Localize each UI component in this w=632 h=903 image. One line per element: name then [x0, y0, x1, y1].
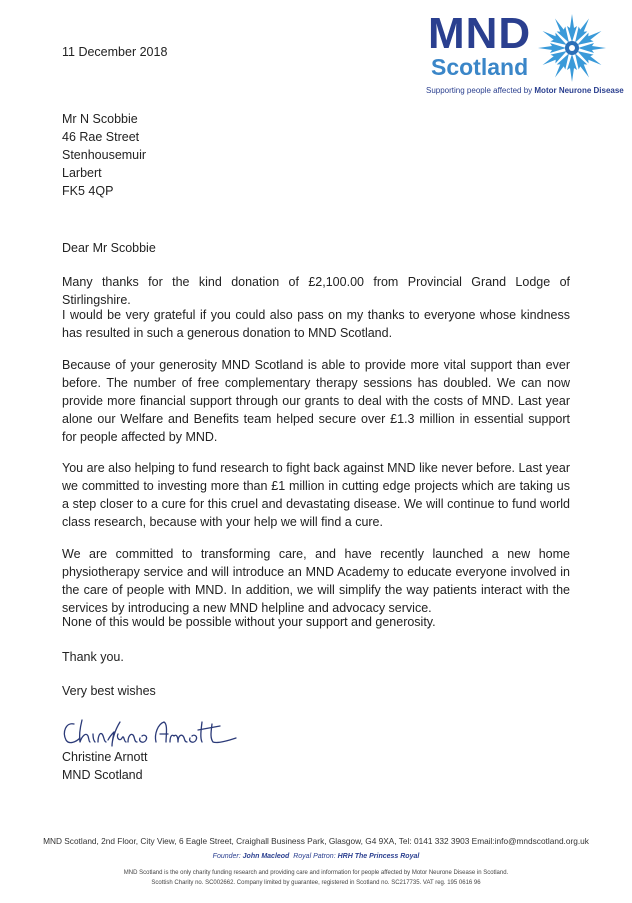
address-line: Stenhousemuir	[62, 148, 147, 162]
paragraph-5: We are committed to transforming care, and have recently launched a new home physiotherapy service and will introduce an MND Academy to educate everyone involved in the care of people with MND. In addition, we will simplify the way patients interact with the services by introducing a new MND helpline and advocacy service.	[62, 547, 570, 615]
signer-name: Christine Arnott	[62, 750, 148, 764]
salutation: Dear Mr Scobbie	[62, 241, 156, 255]
letter-date: 11 December 2018	[62, 45, 168, 59]
paragraph-3: Because of your generosity MND Scotland is able to provide more vital support than ever before. The number of free complementary therapy sessions has doubled. We can now provide more financial support through our grants to deal with the costs of MND. Last year alone our Welfare and Benefits team helped secure over £1.3 million in essential support for people affected by MND.	[62, 358, 570, 444]
address-line: Larbert	[62, 166, 102, 180]
recipient-address	[62, 110, 146, 200]
logo-tagline: Supporting people affected by Motor Neurone Disease	[426, 86, 624, 95]
paragraph-1: Many thanks for the kind donation of £2,100.00 from Provincial Grand Lodge of Stirlingshire.	[62, 275, 570, 307]
signature-text: Christine Arnott	[60, 748, 67, 749]
footer-legal-line: MND Scotland is the only charity funding research and providing care and information for people affected by Motor Neurone Disease in Scotland.	[123, 870, 509, 876]
footer-founder-patron: Founder: John Macleod Royal Patron: HRH The Princess Royal	[212, 853, 420, 860]
paragraph-4: You are also helping to fund research to fight back against MND like never before. Last year we committed to investing more than £1 million in cutting edge projects which are taking us a step closer to a cure for this cruel and devastating disease. We will continue to fund world class research, because with your help we will find a cure.	[62, 461, 570, 529]
signer-organization: MND Scotland	[62, 768, 143, 782]
logo-scotland-text: Scotland	[431, 54, 529, 80]
paragraph-6: None of this would be possible without your support and generosity.	[62, 615, 436, 629]
logo-mnd-text: MND	[428, 9, 532, 58]
footer-address: MND Scotland, 2nd Floor, City View, 6 Eagle Street, Craighall Business Park, Glasgow, G4 9XA, Tel: 0141 332 3903 Email:info@mndscotland.org.uk	[43, 836, 589, 846]
address-line: FK5 4QP	[62, 184, 114, 198]
address-line: 46 Rae Street	[62, 130, 140, 144]
footer-legal	[0, 868, 632, 888]
closing-line: Very best wishes	[62, 684, 156, 698]
cornflower-icon	[532, 8, 612, 88]
thanks-line: Thank you.	[62, 650, 124, 664]
address-line: Mr N Scobbie	[62, 112, 138, 126]
footer-legal-line: Scottish Charity no. SC002662. Company limited by guarantee, registered in Scotland no. SC217735. VAT reg. 195 0616 96	[151, 880, 481, 886]
handwritten-signature	[60, 712, 240, 750]
paragraph-2: I would be very grateful if you could also pass on my thanks to everyone whose kindness has resulted in such a generous donation to MND Scotland.	[62, 308, 570, 340]
